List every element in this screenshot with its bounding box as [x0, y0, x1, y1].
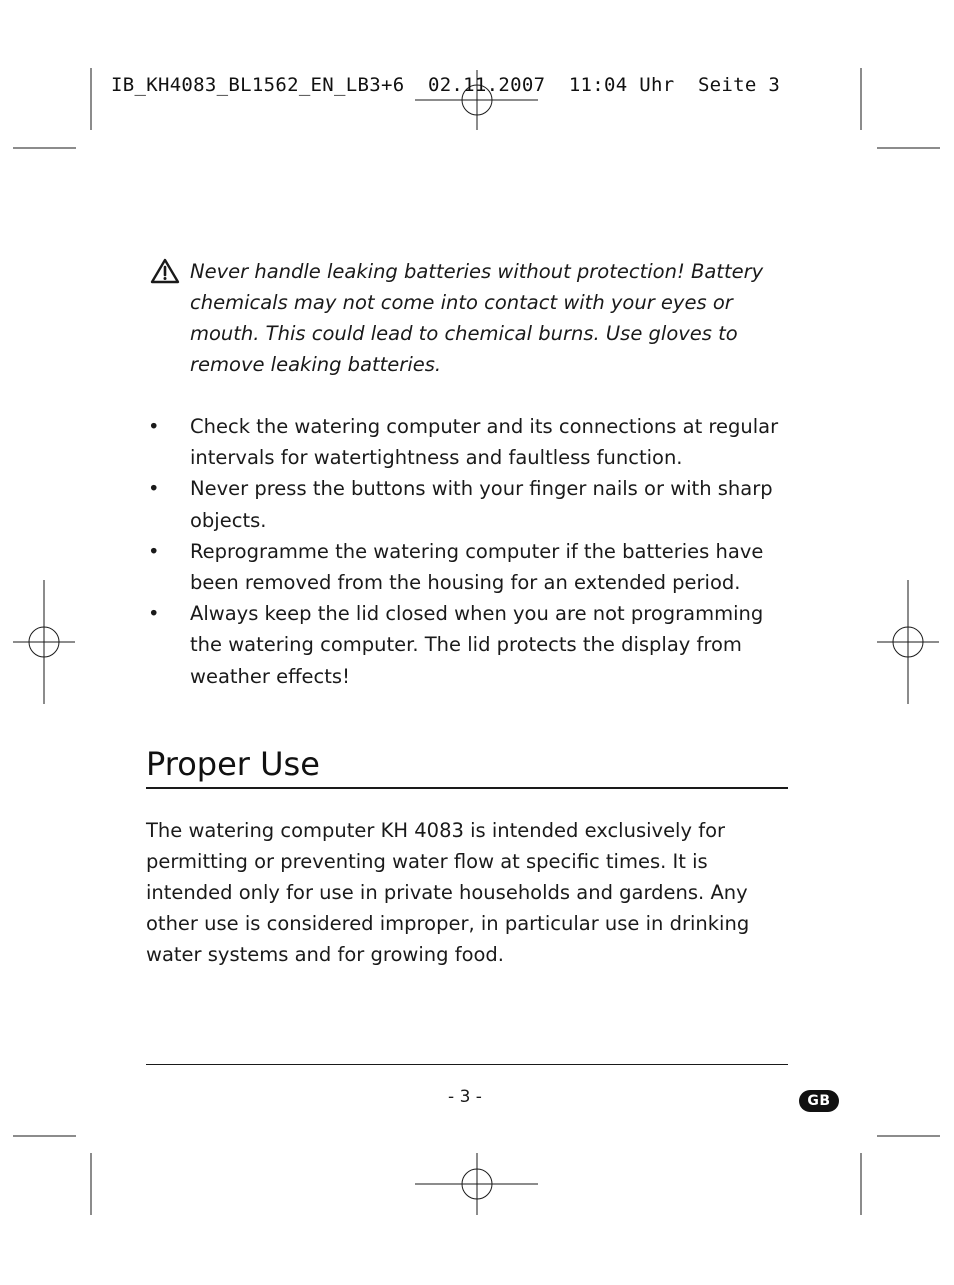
language-badge: GB	[799, 1090, 839, 1112]
page-number: - 3 -	[448, 1087, 482, 1107]
list-item-text: Always keep the lid closed when you are not programming the watering computer. The lid protects the display from weather effects!	[190, 602, 764, 688]
footer-divider	[146, 1064, 788, 1065]
bullet-icon: •	[148, 415, 160, 438]
list-item	[146, 536, 786, 598]
list-item-text: Check the watering computer and its connections at regular intervals for watertightness and faultless function.	[190, 415, 779, 470]
registration-mark-bottom	[415, 1153, 538, 1215]
section-title: Proper Use	[146, 745, 320, 783]
list-item-text: Reprogramme the watering computer if the batteries have been removed from the housing for an extended period.	[190, 539, 764, 595]
bullet-icon: •	[148, 477, 160, 501]
registration-mark-left	[13, 580, 75, 704]
list-item-text: Never press the buttons with your finger nails or with sharp objects.	[190, 477, 773, 532]
bullet-icon: •	[148, 539, 160, 563]
list-item	[146, 473, 786, 535]
care-instructions-list	[146, 411, 786, 692]
list-item	[146, 598, 786, 692]
list-item	[146, 411, 786, 473]
print-slug: IB_KH4083_BL1562_EN_LB3+6 02.11.2007 11:04 Uhr Seite 3	[111, 74, 781, 96]
section-title-underline	[146, 787, 788, 789]
bullet-icon: •	[148, 602, 160, 626]
warning-triangle-icon	[150, 258, 180, 288]
warning-text: Never handle leaking batteries without protection! Battery chemicals may not come into contact with your eyes or mouth. This could lead to chemical burns. Use gloves to remove leaking batteries.	[190, 260, 764, 376]
registration-mark-right	[877, 580, 939, 704]
proper-use-paragraph: The watering computer KH 4083 is intended exclusively for permitting or preventing water flow at specific times. It is intended only for use in private households and gardens. Any other use is considered improper, in particular use in drinking water systems and for growing food.	[146, 819, 750, 966]
